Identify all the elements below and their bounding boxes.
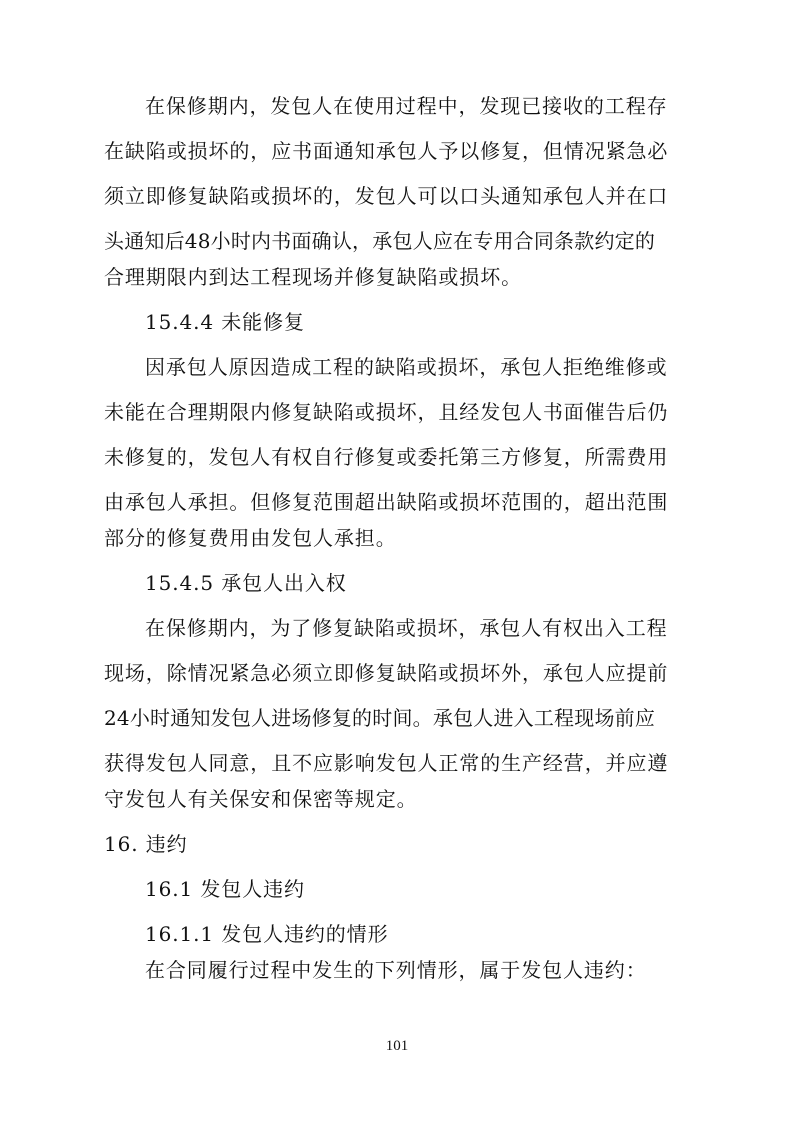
- paragraph-line: 现场，除情况紧急必须立即修复缺陷或损坏外，承包人应提前: [104, 661, 669, 685]
- paragraph-line: 部分的修复费用由发包人承担。: [104, 526, 397, 550]
- paragraph-line: 守发包人有关保安和保密等规定。: [104, 787, 418, 811]
- paragraph-line: 合理期限内到达工程现场并修复缺陷或损坏。: [104, 265, 522, 289]
- section-heading-15-4-5: 15.4.5 承包人出入权: [145, 571, 347, 595]
- page-number: 101: [385, 1038, 409, 1054]
- paragraph-line: 获得发包人同意，且不应影响发包人正常的生产经营，并应遵: [104, 751, 669, 775]
- section-heading-15-4-4: 15.4.4 未能修复: [145, 310, 305, 334]
- section-heading-16: 16. 违约: [104, 832, 188, 856]
- section-heading-16-1: 16.1 发包人违约: [145, 877, 305, 901]
- paragraph-line: 因承包人原因造成工程的缺陷或损坏，承包人拒绝维修或: [145, 355, 668, 379]
- paragraph-line: 在合同履行过程中发生的下列情形，属于发包人违约：: [145, 958, 647, 982]
- paragraph-line: 未修复的，发包人有权自行修复或委托第三方修复，所需费用: [104, 445, 669, 469]
- paragraph-line: 须立即修复缺陷或损坏的，发包人可以口头通知承包人并在口: [104, 184, 669, 208]
- paragraph-line: 在保修期内，发包人在使用过程中，发现已接收的工程存: [145, 94, 668, 118]
- paragraph-line: 在保修期内，为了修复缺陷或损坏，承包人有权出入工程: [145, 616, 668, 640]
- paragraph-line: 在缺陷或损坏的，应书面通知承包人予以修复，但情况紧急必: [104, 139, 669, 163]
- paragraph-line: 24小时通知发包人进场修复的时间。承包人进入工程现场前应: [104, 706, 656, 730]
- paragraph-line: 头通知后48小时内书面确认，承包人应在专用合同条款约定的: [104, 229, 656, 253]
- paragraph-line: 未能在合理期限内修复缺陷或损坏，且经发包人书面催告后仍: [104, 400, 669, 424]
- paragraph-line: 由承包人承担。但修复范围超出缺陷或损坏范围的，超出范围: [104, 490, 669, 514]
- section-heading-16-1-1: 16.1.1 发包人违约的情形: [145, 922, 389, 946]
